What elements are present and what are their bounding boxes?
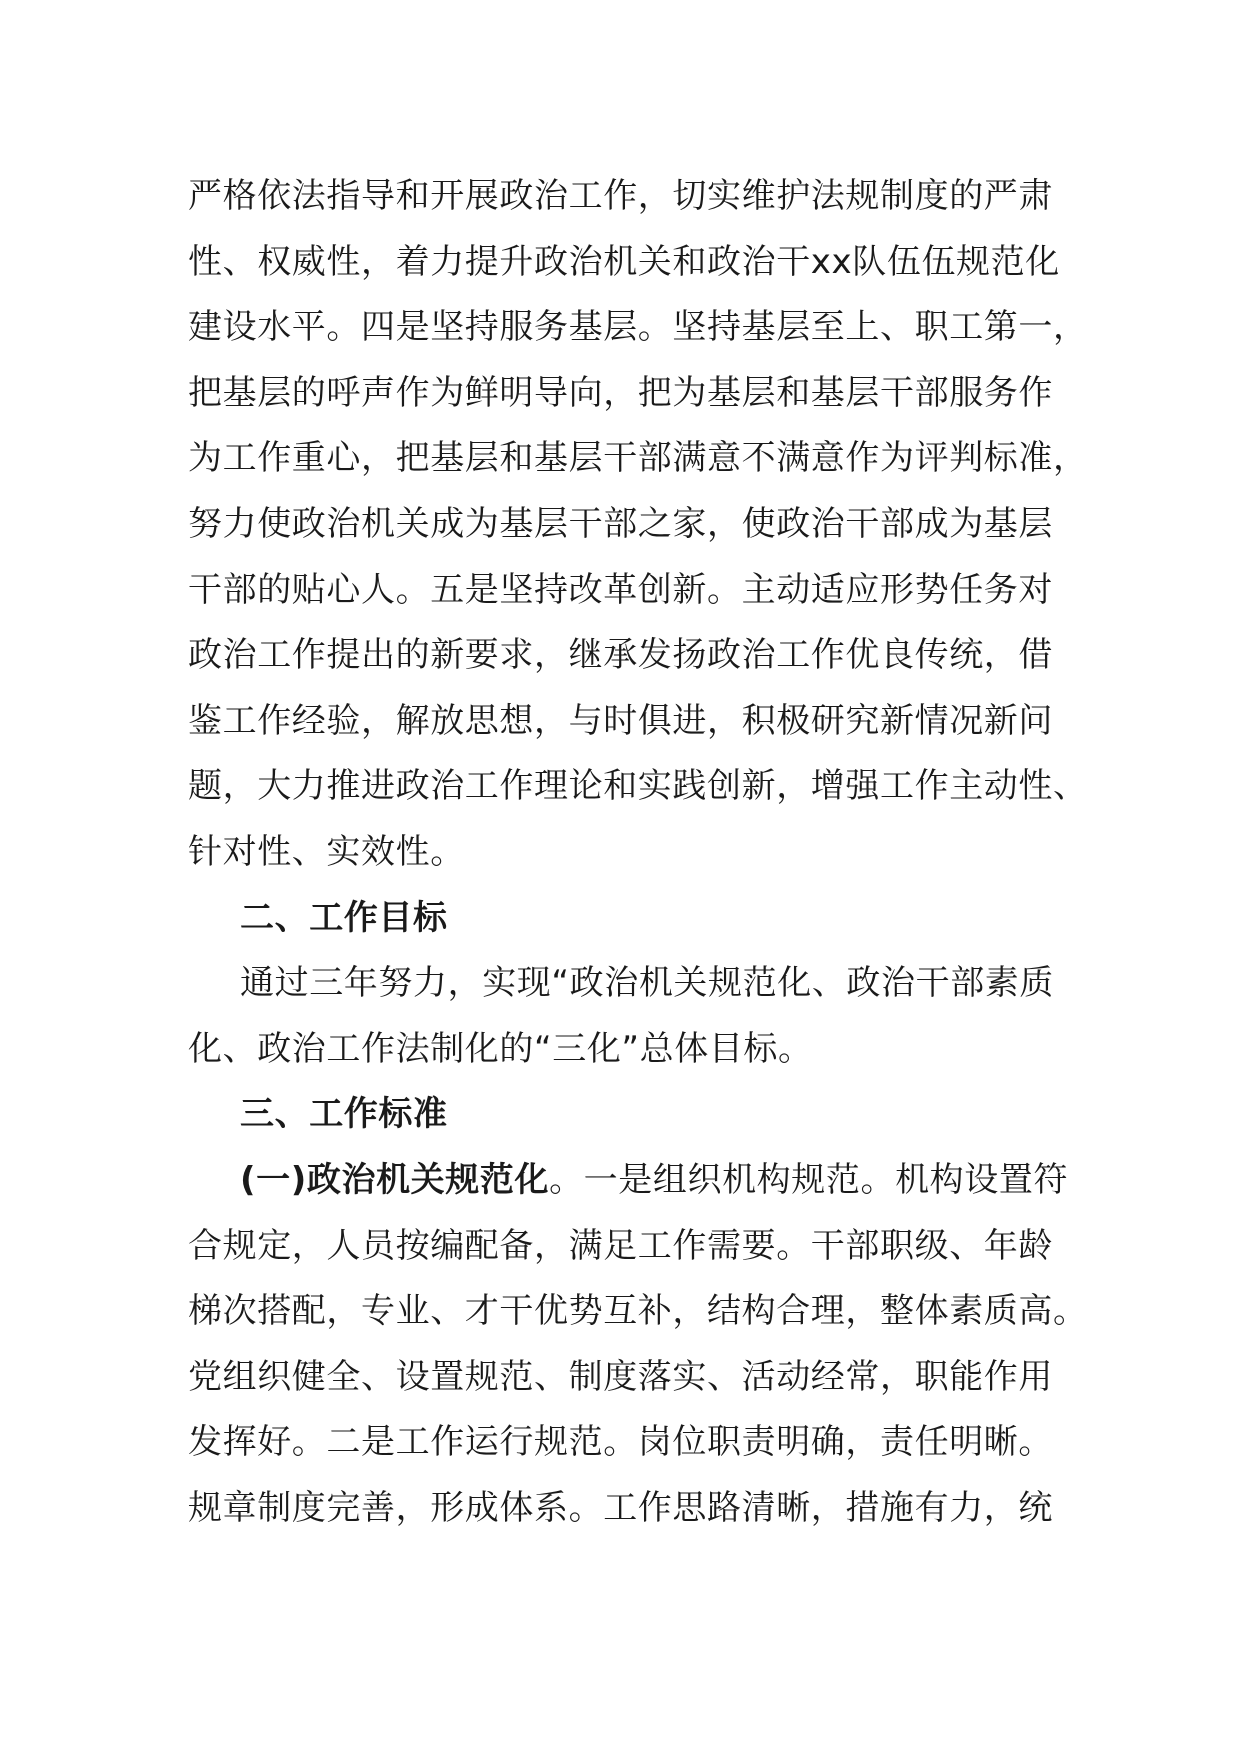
- paragraph-line: 鉴工作经验，解放思想，与时俱进，积极研究新情况新问: [188, 700, 1053, 741]
- paragraph-line: 为工作重心，把基层和基层干部满意不满意作为评判标准，: [188, 438, 1088, 479]
- paragraph-line: 把基层的呼声作为鲜明导向，把为基层和基层干部服务作: [188, 372, 1053, 413]
- standard-line: 合规定，人员按编配备，满足工作需要。干部职级、年龄: [188, 1225, 1053, 1266]
- standard-line: 规章制度完善，形成体系。工作思路清晰，措施有力，统: [188, 1487, 1053, 1528]
- paragraph-line: 性、权威性，着力提升政治机关和政治干xx队伍伍规范化: [188, 241, 1060, 282]
- paragraph-line: 针对性、实效性。: [188, 831, 465, 872]
- section-heading-goals: 二、工作目标: [240, 897, 448, 938]
- standard-line: 梯次搭配，专业、才干优势互补，结构合理，整体素质高。: [188, 1291, 1088, 1332]
- subsection-text: 。一是组织机构规范。机构设置符: [549, 1159, 1069, 1200]
- paragraph-line: 干部的贴心人。五是坚持改革创新。主动适应形势任务对: [188, 569, 1053, 610]
- section-heading-standards: 三、工作标准: [240, 1094, 448, 1135]
- paragraph-line: 严格依法指导和开展政治工作，切实维护法规制度的严肃: [188, 176, 1053, 216]
- standard-line: 发挥好。二是工作运行规范。岗位职责明确，责任明晰。: [188, 1422, 1053, 1463]
- standard-first-line: [188, 1148, 1068, 1214]
- paragraph-line: 努力使政治机关成为基层干部之家，使政治干部成为基层: [188, 503, 1053, 544]
- paragraph-line: 题，大力推进政治工作理论和实践创新，增强工作主动性、: [188, 766, 1088, 807]
- goal-line: 化、政治工作法制化的“三化”总体目标。: [188, 1028, 813, 1069]
- paragraph-line: 建设水平。四是坚持服务基层。坚持基层至上、职工第一，: [188, 307, 1088, 348]
- goal-line: 通过三年努力，实现“政治机关规范化、政治干部素质: [240, 963, 1055, 1004]
- paragraph-line: 政治工作提出的新要求，继承发扬政治工作优良传统，借: [188, 635, 1053, 676]
- body-text: [188, 164, 1088, 1541]
- subsection-title: (一)政治机关规范化: [240, 1159, 550, 1200]
- standard-line: 党组织健全、设置规范、制度落实、活动经常，职能作用: [188, 1356, 1053, 1397]
